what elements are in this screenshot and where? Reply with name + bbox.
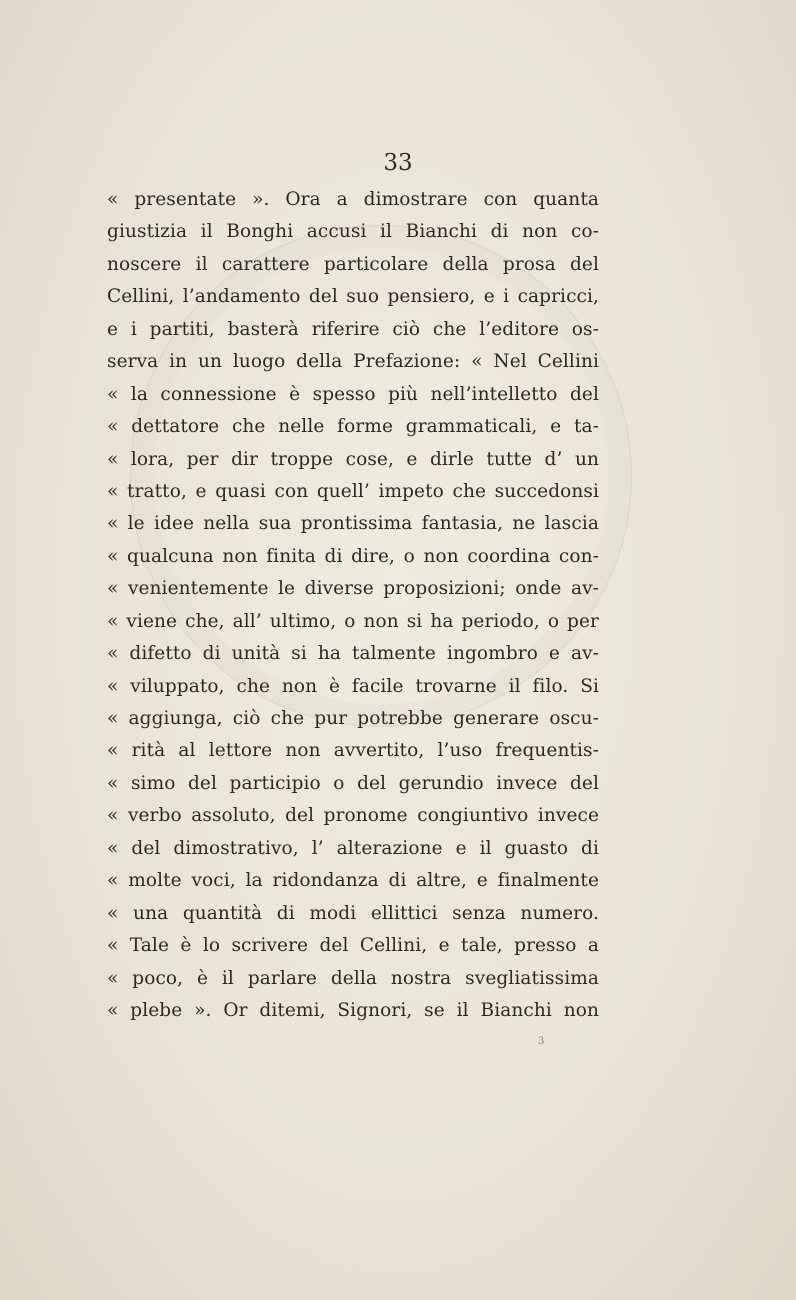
text-line: « viene che, all’ ultimo, o non si ha periodo, o per: [107, 610, 599, 632]
text-line: « molte voci, la ridondanza di altre, e finalmente: [107, 870, 599, 892]
text-line: « lora, per dir troppe cose, e dirle tutte d’ un: [107, 448, 599, 470]
text-line: « difetto di unità si ha talmente ingombro e av-: [107, 643, 599, 665]
text-line: noscere il carattere particolare della prosa del: [107, 253, 599, 275]
text-line: « aggiunga, ciò che pur potrebbe generare oscu-: [107, 708, 599, 729]
text-line: e i partiti, basterà riferire ciò che l’editore os-: [107, 318, 599, 340]
body-text: [107, 184, 599, 1027]
text-line: « del dimostrativo, l’ alterazione e il guasto di: [107, 837, 599, 859]
text-line: « qualcuna non finita di dire, o non coordina con-: [107, 545, 599, 567]
text-line: « poco, è il parlare della nostra svegliatissima: [107, 967, 599, 989]
text-line: « Tale è lo scrivere del Cellini, e tale, presso a: [107, 935, 599, 957]
text-line: « dettatore che nelle forme grammaticali, e ta-: [107, 416, 599, 438]
text-line: « viluppato, che non è facile trovarne il filo. Si: [107, 675, 599, 697]
text-line: « una quantità di modi ellittici senza numero.: [107, 902, 599, 924]
text-line: « presentate ». Ora a dimostrare con quanta: [107, 189, 599, 210]
text-line: Cellini, l’andamento del suo pensiero, e i capricci,: [107, 286, 599, 308]
text-line: « tratto, e quasi con quell’ impeto che succedonsi: [107, 480, 599, 502]
text-line: « la connessione è spesso più nell’intelletto del: [107, 383, 599, 405]
text-line: « verbo assoluto, del pronome congiuntivo invece: [107, 805, 599, 827]
text-line: « plebe ». Or ditemi, Signori, se il Bianchi non: [107, 999, 599, 1021]
text-line: « venientemente le diverse proposizioni; onde av-: [107, 578, 599, 600]
printer-signature-mark: 3: [538, 1036, 545, 1047]
text-line: « le idee nella sua prontissima fantasia, ne lascia: [107, 513, 599, 535]
text-line: « rità al lettore non avvertito, l’uso frequentis-: [107, 740, 599, 762]
page-number: 33: [383, 150, 413, 176]
text-line: « simo del participio o del gerundio invece del: [107, 772, 599, 794]
text-line: serva in un luogo della Prefazione: « Nel Cellini: [107, 351, 599, 373]
text-line: giustizia il Bonghi accusi il Bianchi di non co-: [107, 221, 599, 243]
